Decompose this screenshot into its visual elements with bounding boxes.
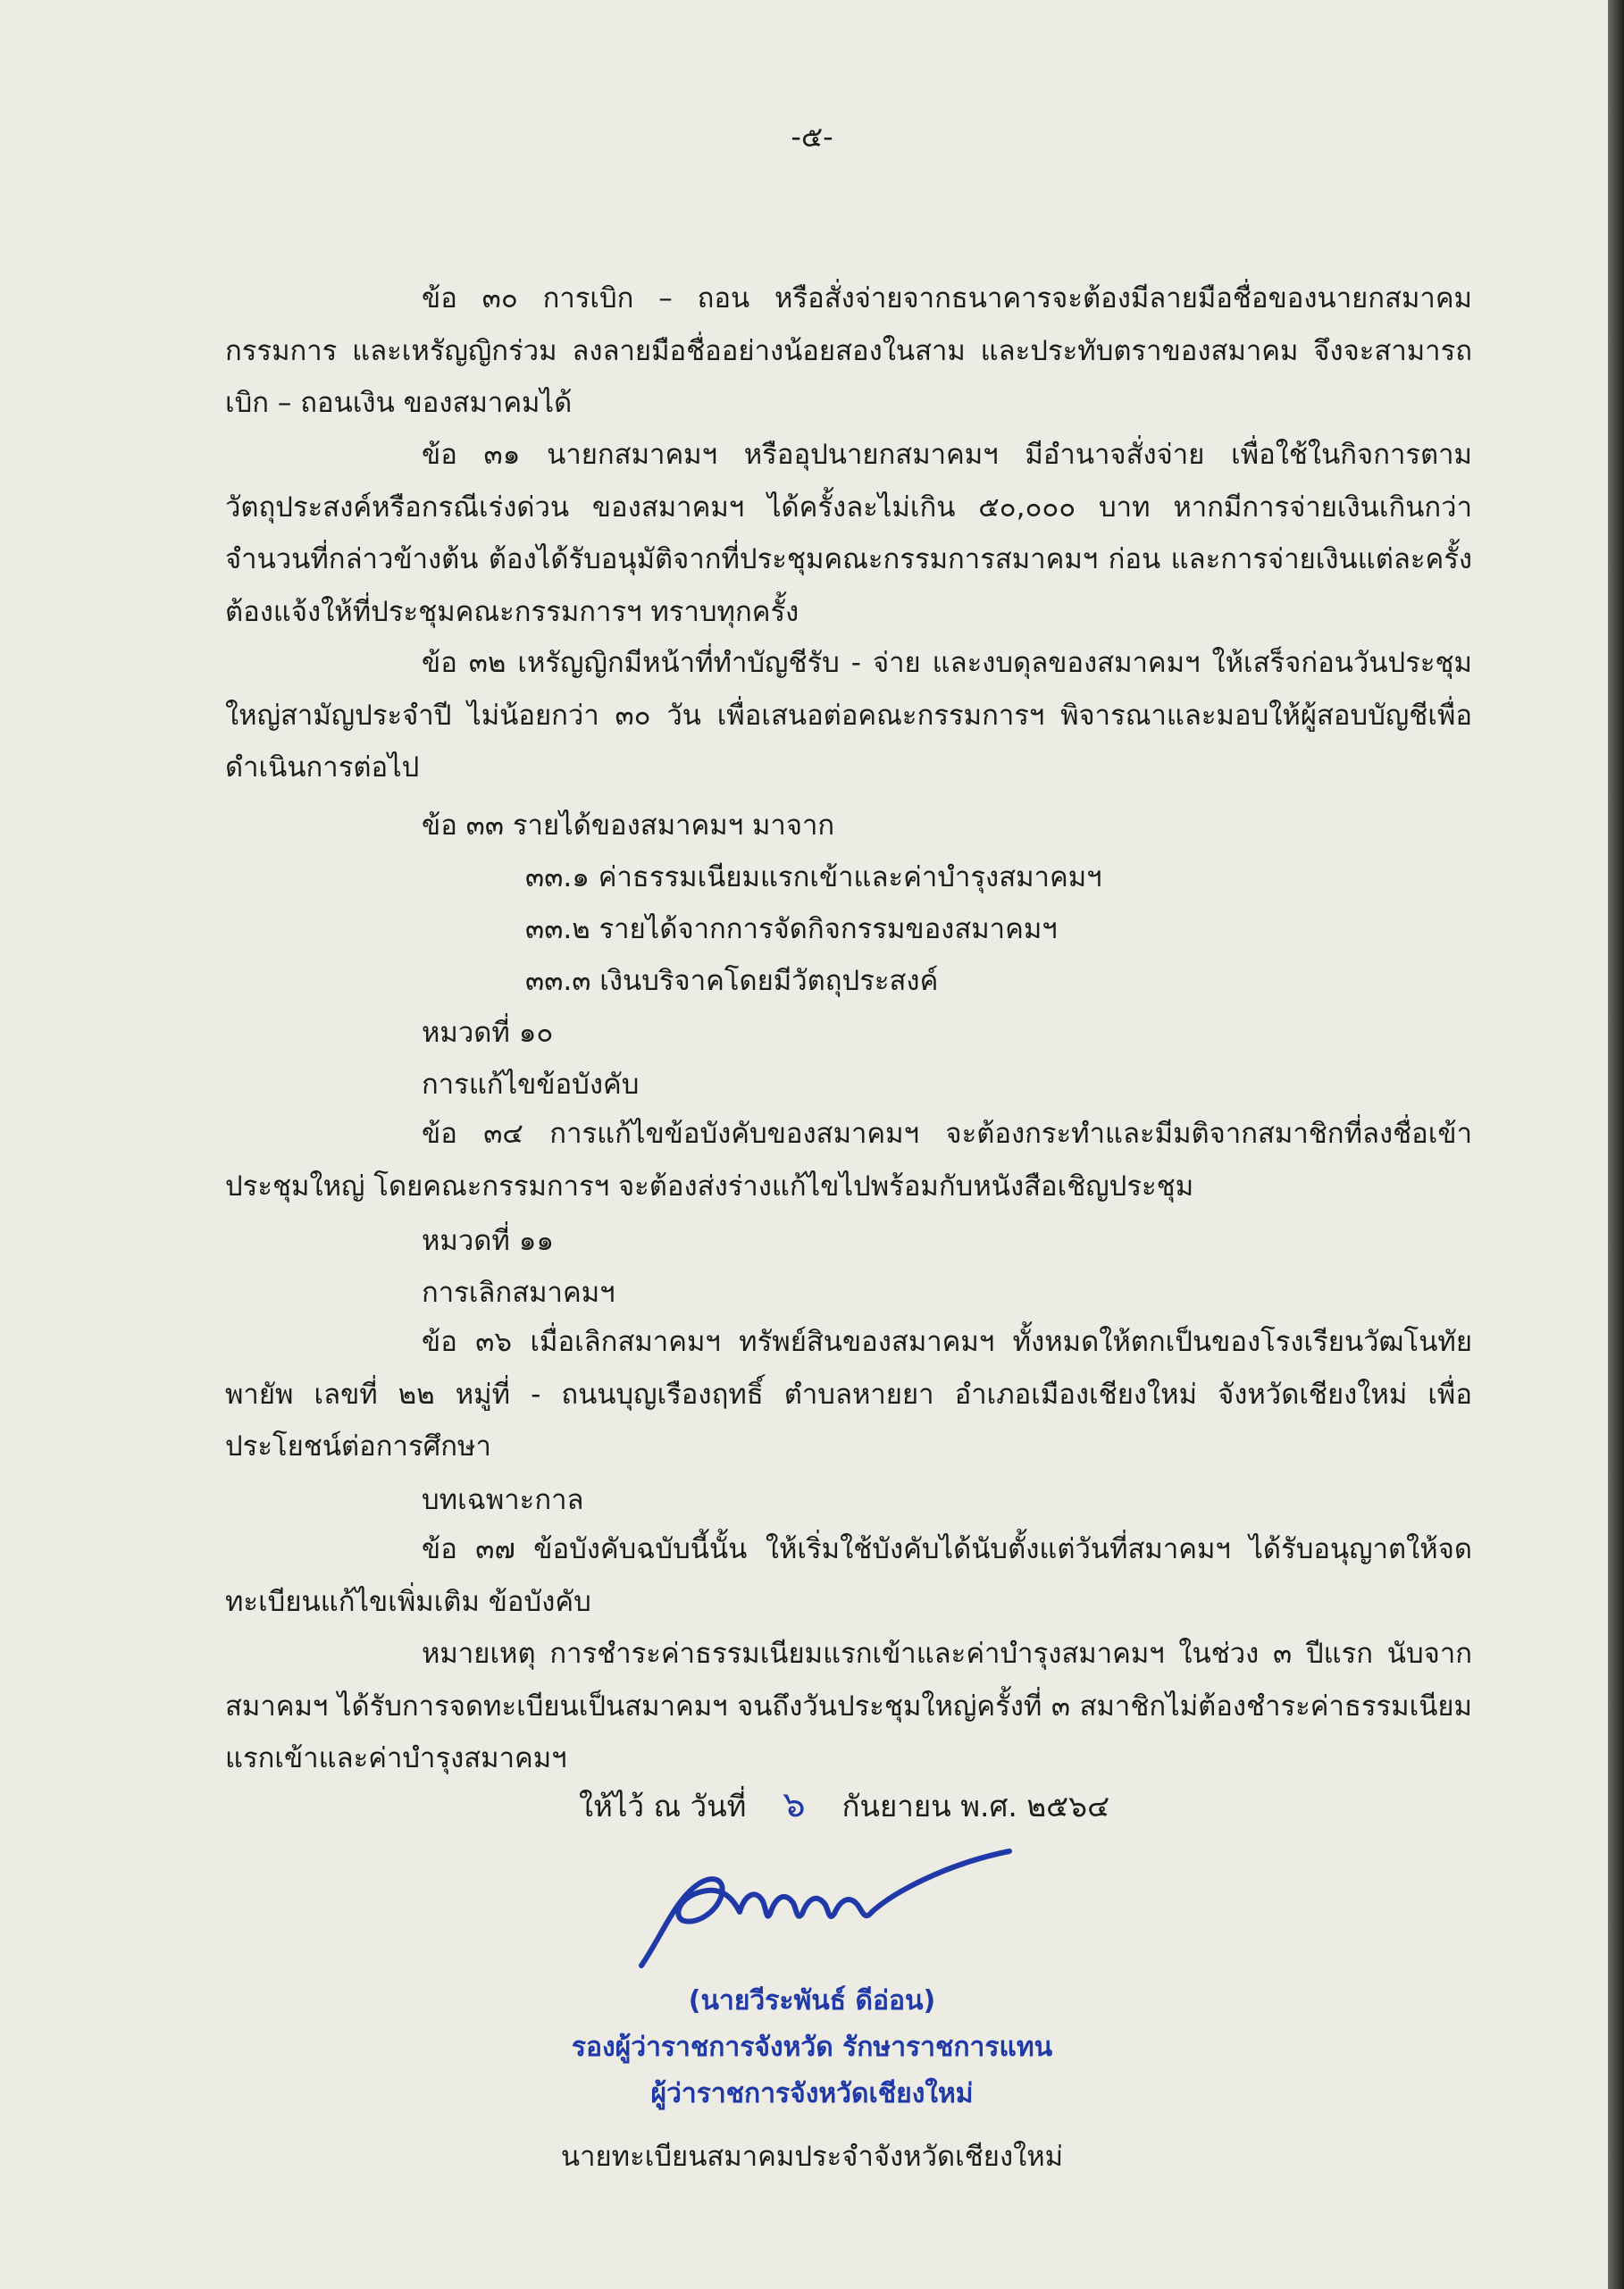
transitional-heading: บทเฉพาะกาล <box>422 1484 584 1516</box>
clause-37: ข้อ ๓๗ ข้อบังคับฉบับนี้นั้น ให้เริ่มใช้บังคับได้นับตั้งแต่วันที่สมาคมฯ ได้รับอนุญาตให้จดทะเบียนแก้ไขเพิ่มเติม ข้อบังคับ <box>225 1533 1472 1618</box>
clause-36: ข้อ ๓๖ เมื่อเลิกสมาคมฯ ทรัพย์สินของสมาคมฯ ทั้งหมดให้ตกเป็นของโรงเรียนวัฒโนทัยพายัพ เลขที่ ๒๒ หมู่ที่ - ถนนบุญเรืองฤทธิ์ ตำบลหายยา อำเภอเมืองเชียงใหม่ จังหวัดเชียงใหม่ เพื่อประโยชน์ต่อการศึกษา <box>225 1326 1472 1463</box>
date-prefix: ให้ไว้ ณ วันที่ <box>579 1789 747 1824</box>
clause-34: ข้อ ๓๔ การแก้ไขข้อบังคับของสมาคมฯ จะต้องกระทำและมีมติจากสมาชิกที่ลงชื่อเข้าประชุมใหญ่ โดยคณะกรรมการฯ จะต้องส่งร่างแก้ไขไปพร้อมกับหนังสือเชิญประชุม <box>225 1118 1472 1203</box>
signature-mark <box>625 1839 1018 1973</box>
date-day: ๖ <box>783 1784 806 1825</box>
clause-30: ข้อ ๓๐ การเบิก – ถอน หรือสั่งจ่ายจากธนาคารจะต้องมีลายมือชื่อของนายกสมาคม กรรมการ และเหรัญญิกร่วม ลงลายมือชื่ออย่างน้อยสองในสาม และประทับตราของสมาคม จึงจะสามารถเบิก – ถอนเงิน ของสมาคมได้ <box>225 282 1472 419</box>
date-line <box>579 1775 1109 1832</box>
registrar-title: นายทะเบียนสมาคมประจำจังหวัดเชียงใหม่ <box>560 2141 1064 2173</box>
chapter-11-title: การเลิกสมาคมฯ <box>422 1277 615 1309</box>
clause-33: ข้อ ๓๓ รายได้ของสมาคมฯ มาจาก <box>422 809 835 842</box>
clause-33-item: ๓๓.๒ รายได้จากการจัดกิจกรรมของสมาคมฯ <box>525 913 1058 945</box>
clause-33-item: ๓๓.๑ ค่าธรรมเนียมแรกเข้าและค่าบำรุงสมาคมฯ <box>525 861 1102 893</box>
clause-31: ข้อ ๓๑ นายกสมาคมฯ หรืออุปนายกสมาคมฯ มีอำนาจสั่งจ่าย เพื่อใช้ในกิจการตามวัตถุประสงค์หรือกรณีเร่งด่วน ของสมาคมฯ ได้ครั้งละไม่เกิน ๕๐,๐๐๐ บาท หากมีการจ่ายเงินเกินกว่าจำนวนที่กล่าวข้างต้น ต้องได้รับอนุมัติจากที่ประชุมคณะกรรมการสมาคมฯ ก่อน และการจ่ายเงินแต่ละครั้งต้องแจ้งให้ที่ประชุมคณะกรรมการฯ ทราบทุกครั้ง <box>225 439 1472 628</box>
signatory-position: รองผู้ว่าราชการจังหวัด รักษาราชการแทน <box>571 2032 1053 2063</box>
signatory-position-2: ผู้ว่าราชการจังหวัดเชียงใหม่ <box>650 2078 974 2109</box>
chapter-10-title: การแก้ไขข้อบังคับ <box>422 1069 640 1101</box>
clause-33-item: ๓๓.๓ เงินบริจาคโดยมีวัตถุประสงค์ <box>525 965 939 997</box>
date-suffix: กันยายน พ.ศ. ๒๕๖๔ <box>841 1789 1110 1824</box>
page-number: -๕- <box>791 120 833 154</box>
chapter-11-heading: หมวดที่ ๑๑ <box>422 1225 555 1257</box>
clause-32: ข้อ ๓๒ เหรัญญิกมีหน้าที่ทำบัญชีรับ - จ่าย และงบดุลของสมาคมฯ ให้เสร็จก่อนวันประชุมใหญ่สามัญประจำปี ไม่น้อยกว่า ๓๐ วัน เพื่อเสนอต่อคณะกรรมการฯ พิจารณาและมอบให้ผู้สอบบัญชีเพื่อดำเนินการต่อไป <box>225 647 1472 784</box>
page-edge-shadow <box>1608 0 1624 2289</box>
signatory-name: (นายวีระพันธ์ ดีอ่อน) <box>688 1985 936 2016</box>
chapter-10-heading: หมวดที่ ๑๐ <box>422 1017 554 1049</box>
remark: หมายเหตุ การชำระค่าธรรมเนียมแรกเข้าและค่าบำรุงสมาคมฯ ในช่วง ๓ ปีแรก นับจากสมาคมฯ ได้รับการจดทะเบียนเป็นสมาคมฯ จนถึงวันประชุมใหญ่ครั้งที่ ๓ สมาชิกไม่ต้องชำระค่าธรรมเนียมแรกเข้าและค่าบำรุงสมาคมฯ <box>225 1638 1472 1774</box>
